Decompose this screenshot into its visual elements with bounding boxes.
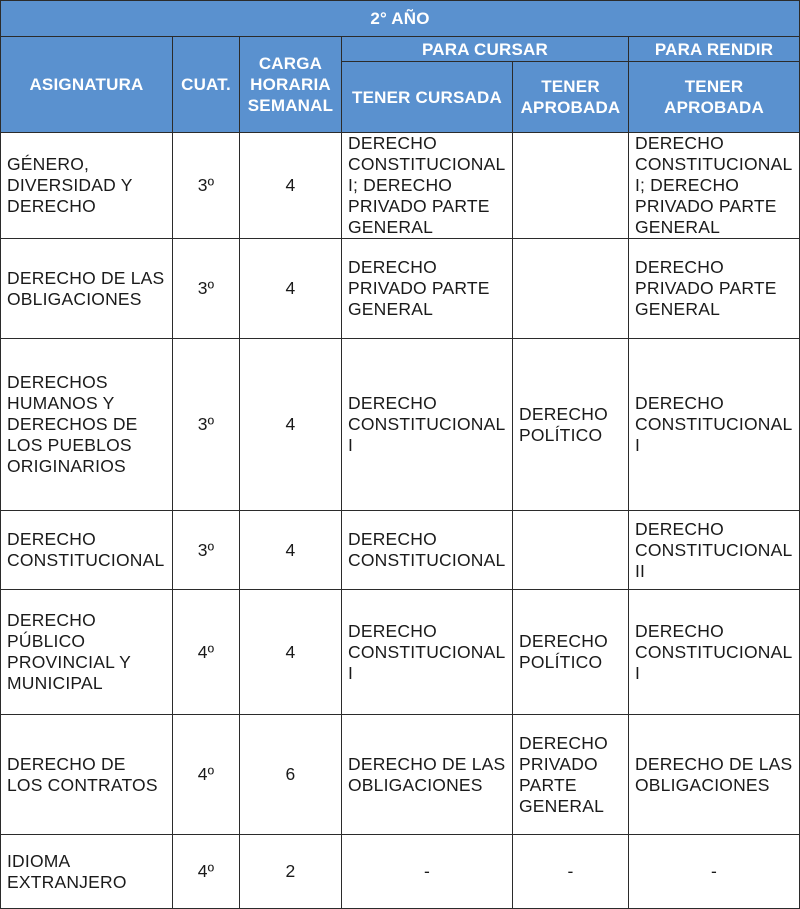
row-tener-aprobada	[513, 511, 629, 590]
row-cuat: 4º	[173, 835, 240, 909]
header-para-rendir: PARA RENDIR	[629, 37, 800, 62]
row-cuat: 3º	[173, 133, 240, 239]
row-para-rendir: DERECHO CONSTITUCIONAL I	[629, 590, 800, 715]
header-tener-cursada: TENER CURSADA	[342, 62, 513, 133]
row-para-rendir: DERECHO PRIVADO PARTE GENERAL	[629, 239, 800, 339]
row-carga: 4	[240, 590, 342, 715]
table-row	[1, 590, 800, 715]
year-title: 2° AÑO	[1, 1, 800, 37]
row-carga: 6	[240, 715, 342, 835]
row-asignatura: DERECHO DE LAS OBLIGACIONES	[1, 239, 173, 339]
header-tener-aprobada-rendir-label: TENER APROBADA	[664, 77, 764, 117]
row-carga: 4	[240, 133, 342, 239]
row-tener-cursada: DERECHO DE LAS OBLIGACIONES	[342, 715, 513, 835]
row-carga: 2	[240, 835, 342, 909]
row-cuat: 4º	[173, 715, 240, 835]
row-tener-cursada: DERECHO CONSTITUCIONAL I	[342, 590, 513, 715]
row-asignatura: GÉNERO, DIVERSIDAD Y DERECHO	[1, 133, 173, 239]
row-tener-aprobada: DERECHO POLÍTICO	[513, 339, 629, 511]
row-para-rendir: DERECHO CONSTITUCIONAL I; DERECHO PRIVADO PARTE GENERAL	[629, 133, 800, 239]
row-tener-aprobada: DERECHO POLÍTICO	[513, 590, 629, 715]
row-tener-aprobada: DERECHO PRIVADO PARTE GENERAL	[513, 715, 629, 835]
table-row	[1, 239, 800, 339]
row-tener-cursada: -	[342, 835, 513, 909]
row-tener-cursada: DERECHO CONSTITUCIONAL I	[342, 339, 513, 511]
row-tener-cursada: DERECHO CONSTITUCIONAL I; DERECHO PRIVADO PARTE GENERAL	[342, 133, 513, 239]
table-row	[1, 133, 800, 239]
row-para-rendir: DERECHO DE LAS OBLIGACIONES	[629, 715, 800, 835]
row-tener-aprobada	[513, 133, 629, 239]
row-cuat: 3º	[173, 339, 240, 511]
row-carga: 4	[240, 239, 342, 339]
row-carga: 4	[240, 339, 342, 511]
row-tener-aprobada	[513, 239, 629, 339]
row-cuat: 3º	[173, 511, 240, 590]
row-para-rendir: DERECHO CONSTITUCIONAL I	[629, 339, 800, 511]
header-asignatura: ASIGNATURA	[1, 37, 173, 133]
header-carga-horaria	[240, 37, 342, 133]
row-asignatura: DERECHO CONSTITUCIONAL	[1, 511, 173, 590]
row-carga: 4	[240, 511, 342, 590]
row-cuat: 4º	[173, 590, 240, 715]
row-tener-cursada: DERECHO CONSTITUCIONAL	[342, 511, 513, 590]
table-row	[1, 835, 800, 909]
row-cuat: 3º	[173, 239, 240, 339]
table-row	[1, 339, 800, 511]
table-row	[1, 511, 800, 590]
header-tener-aprobada-cursar-label: TENER APROBADA	[520, 77, 621, 117]
header-cuat: CUAT.	[173, 37, 240, 133]
row-asignatura: DERECHO DE LOS CONTRATOS	[1, 715, 173, 835]
row-asignatura: DERECHO PÚBLICO PROVINCIAL Y MUNICIPAL	[1, 590, 173, 715]
header-tener-aprobada-cursar	[513, 62, 629, 133]
row-para-rendir: -	[629, 835, 800, 909]
row-tener-cursada: DERECHO PRIVADO PARTE GENERAL	[342, 239, 513, 339]
header-carga-horaria-label: CARGA HORARIA SEMANAL	[247, 54, 334, 115]
row-para-rendir: DERECHO CONSTITUCIONAL II	[629, 511, 800, 590]
header-para-cursar: PARA CURSAR	[342, 37, 629, 62]
table-row	[1, 715, 800, 835]
row-asignatura: IDIOMA EXTRANJERO	[1, 835, 173, 909]
row-tener-aprobada: -	[513, 835, 629, 909]
row-asignatura: DERECHOS HUMANOS Y DERECHOS DE LOS PUEBLOS ORIGINARIOS	[1, 339, 173, 511]
header-tener-aprobada-rendir	[629, 62, 800, 133]
